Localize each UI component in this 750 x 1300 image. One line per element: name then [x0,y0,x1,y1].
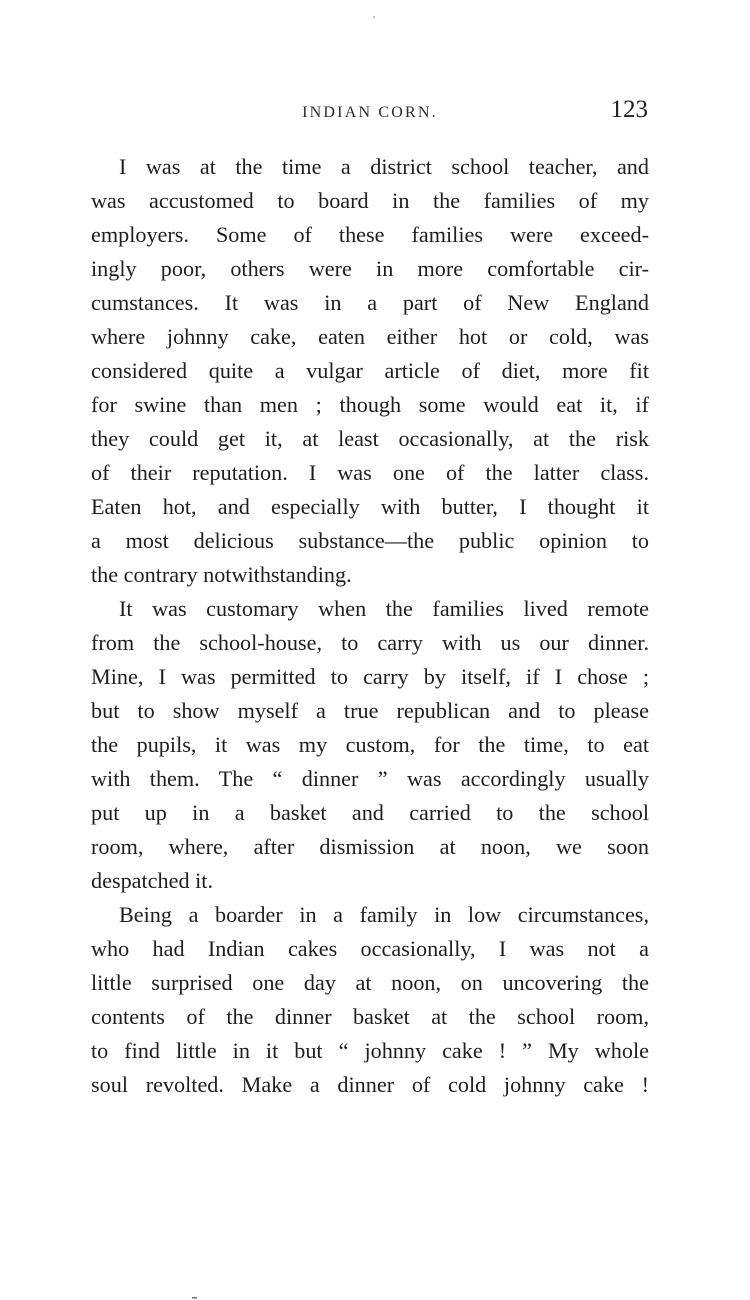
text-line: contents of the dinner basket at the school room, [91,1004,649,1029]
text-line: a most delicious substance—the public opinion to [91,528,649,553]
text-line: Eaten hot, and especially with butter, I thought it [91,494,649,519]
text-line: despatched it. [91,868,213,893]
text-line: I was at the time a district school teacher, and [119,154,649,179]
text-line: from the school-house, to carry with us our dinner. [91,630,649,655]
text-line: little surprised one day at noon, on uncovering the [91,970,649,995]
text-line: considered quite a vulgar article of diet, more fit [91,358,649,383]
text-line: the contrary notwithstanding. [91,562,352,587]
text-line: cumstances. It was in a part of New England [91,290,649,315]
text-line: of their reputation. I was one of the latter class. [91,460,649,485]
page-header [92,96,648,136]
text-line: employers. Some of these families were exceed- [91,222,649,247]
text-line: was accustomed to board in the families of my [91,188,649,213]
page-number: 123 [610,96,648,123]
text-line: Being a boarder in a family in low circumstances, [119,902,649,927]
text-line: ingly poor, others were in more comfortable cir- [91,256,649,281]
running-head: INDIAN CORN. [302,104,438,121]
text-line: for swine than men ; though some would eat it, if [91,392,649,417]
text-line: Mine, I was permitted to carry by itself, if I chose ; [91,664,649,689]
text-line: who had Indian cakes occasionally, I was not a [91,936,649,961]
ink-speck [373,16,375,18]
text-line: the pupils, it was my custom, for the time, to eat [91,732,649,757]
text-line: to find little in it but “ johnny cake ! ” My whole [91,1038,649,1063]
ink-speck [192,1297,197,1299]
text-line: put up in a basket and carried to the school [91,800,649,825]
text-line: It was customary when the families lived remote [119,596,649,621]
body-text [91,150,649,1102]
text-line: they could get it, at least occasionally, at the risk [91,426,649,451]
text-line: room, where, after dismission at noon, we soon [91,834,649,859]
text-line: with them. The “ dinner ” was accordingly usually [91,766,649,791]
text-line: but to show myself a true republican and to please [91,698,649,723]
text-line: soul revolted. Make a dinner of cold johnny cake ! [91,1072,649,1097]
text-line: where johnny cake, eaten either hot or cold, was [91,324,649,349]
